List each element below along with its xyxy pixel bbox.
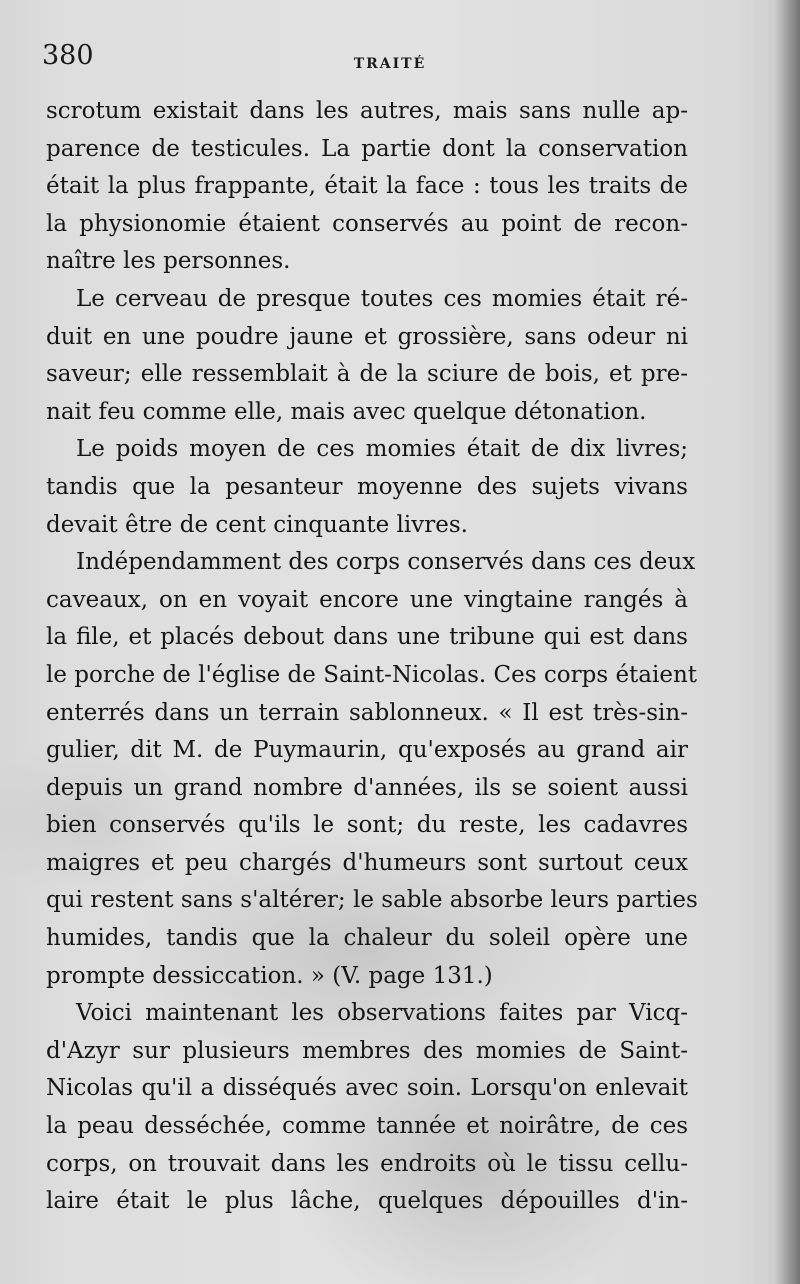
text-line: enterrés dans un terrain sablonneux. « Il est très-sin- xyxy=(46,699,688,726)
text-line: laire était le plus lâche, quelques dépouilles d'in- xyxy=(46,1188,688,1215)
text-line: maigres et peu chargés d'humeurs sont surtout ceux xyxy=(46,849,688,876)
text-line: la file, et placés debout dans une tribune qui est dans xyxy=(46,624,688,651)
page-number: 380 xyxy=(42,40,94,71)
running-title: TRAITÉ xyxy=(353,56,427,72)
text-line: Le poids moyen de ces momies était de dix livres; xyxy=(76,436,688,463)
paragraph xyxy=(46,431,688,544)
text-line: Nicolas qu'il a disséqués avec soin. Lorsqu'on enlevait xyxy=(46,1075,688,1102)
text-line: gulier, dit M. de Puymaurin, qu'exposés au grand air xyxy=(46,737,688,764)
text-line: naître les personnes. xyxy=(46,248,291,275)
text-line: tandis que la pesanteur moyenne des sujets vivans xyxy=(46,473,688,500)
text-line: le porche de l'église de Saint-Nicolas. Ces corps étaient xyxy=(46,661,698,688)
paragraph xyxy=(46,281,688,431)
text-line: Indépendamment des corps conservés dans ces deux xyxy=(76,549,696,576)
body-text xyxy=(46,93,698,1221)
text-line: scrotum existait dans les autres, mais sans nulle ap- xyxy=(46,98,688,124)
text-line: bien conservés qu'ils le sont; du reste, les cadavres xyxy=(46,812,688,839)
text-line: prompte dessiccation. » (V. page 131.) xyxy=(46,962,493,989)
text-line: Le cerveau de presque toutes ces momies était ré- xyxy=(76,285,688,312)
text-line: caveaux, on en voyait encore une vingtaine rangés à xyxy=(46,586,688,613)
text-line: Voici maintenant les observations faites par Vicq- xyxy=(76,1000,688,1027)
text-line: corps, on trouvait dans les endroits où le tissu cellu- xyxy=(46,1150,688,1177)
text-line: parence de testicules. La partie dont la conservation xyxy=(46,135,688,162)
paragraph xyxy=(46,995,688,1221)
text-line: la physionomie étaient conservés au point de recon- xyxy=(46,210,688,237)
text-line: d'Azyr sur plusieurs membres des momies de Saint- xyxy=(46,1037,688,1064)
text-line: nait feu comme elle, mais avec quelque détonation. xyxy=(46,398,647,425)
text-line: humides, tandis que la chaleur du soleil opère une xyxy=(46,925,688,952)
text-line: devait être de cent cinquante livres. xyxy=(46,511,468,538)
text-line: la peau desséchée, comme tannée et noirâtre, de ces xyxy=(46,1113,688,1140)
text-line: duit en une poudre jaune et grossière, sans odeur ni xyxy=(46,323,688,350)
text-line: saveur; elle ressemblait à de la sciure de bois, et pre- xyxy=(46,361,688,388)
page-gutter-shadow xyxy=(774,0,800,1284)
text-line: qui restent sans s'altérer; le sable absorbe leurs parties xyxy=(46,887,698,914)
paragraph xyxy=(46,93,688,281)
paragraph xyxy=(46,544,698,995)
text-line: était la plus frappante, était la face : tous les traits de xyxy=(46,173,688,200)
text-line: depuis un grand nombre d'années, ils se soient aussi xyxy=(46,774,688,801)
